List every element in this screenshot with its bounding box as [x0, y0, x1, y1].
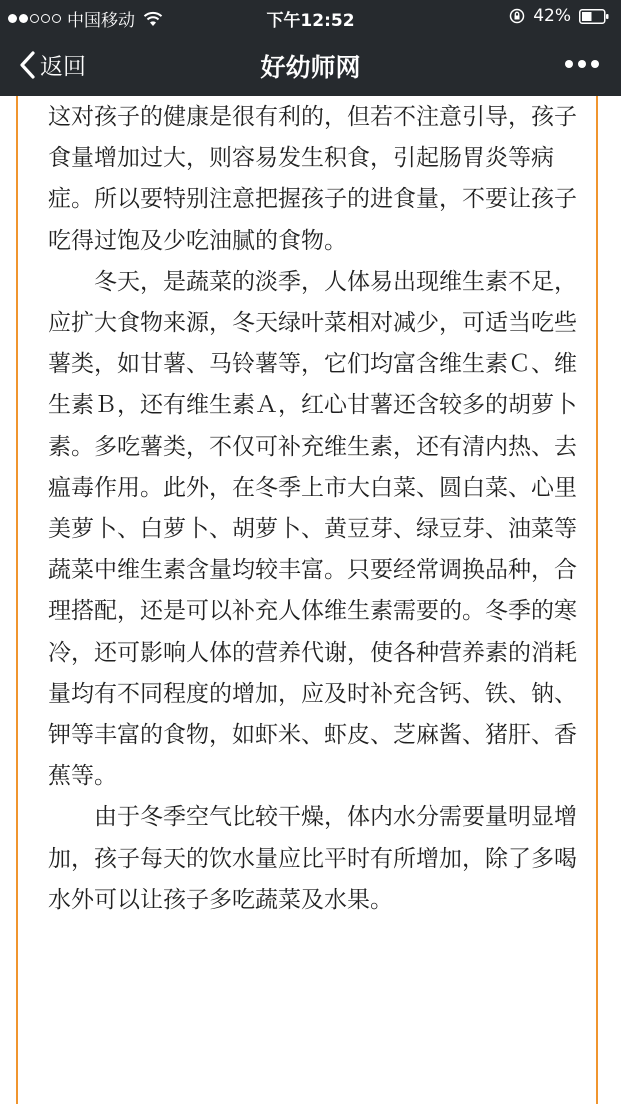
carrier-name: 中国移动	[67, 11, 135, 31]
article-line: 冬天，是蔬菜的淡季，人体易出现维生素不	[94, 268, 531, 295]
article-line: 还含较多的胡萝卜素。多吃薯类，不仅可补充维	[48, 392, 577, 460]
article-content[interactable]	[0, 96, 621, 1104]
status-bar	[0, 0, 621, 34]
navigation-bar	[0, 34, 621, 96]
article-line: 显增加，孩子每天的饮水量应比平时有所增加，	[48, 804, 577, 872]
article-line: 孩子食量增加过大，则容易发生积食，引起肠胃	[48, 104, 577, 172]
article-line: 均有不同程度的增加，应及时补充含钙、铁、	[71, 680, 531, 707]
more-dot-icon	[578, 60, 586, 68]
more-dot-icon	[591, 60, 599, 68]
article-line: 这对孩子的健康是很有利的，但若不注意引导，	[48, 104, 531, 130]
article-paragraph	[48, 97, 578, 262]
article-line: 除了多喝水外可以让孩子多吃蔬菜及水果。	[48, 845, 577, 913]
article-line: 由于冬季空气比较干燥，体内水分需要量明	[94, 804, 531, 831]
article-line: 可影响人体的营养代谢，使各种营养素的消耗量	[48, 639, 577, 707]
back-label: 返回	[40, 54, 86, 80]
article-line: 上市大白菜、圆白菜、心里美萝卜、白萝卜、胡	[48, 474, 577, 543]
article-line: 不要让孩子吃得过饱及少吃油腻的食物。	[48, 186, 577, 254]
orientation-lock-icon	[509, 8, 525, 24]
article-line: 足，应扩大食物来源，冬天绿叶菜相对减少，可	[48, 268, 577, 337]
article-line: 炎等病症。所以要特别注意把握孩子的进食量，	[48, 145, 554, 213]
battery-percent: 42%	[533, 6, 571, 26]
article-line: 钠、钾等丰富的食物，如虾米、虾皮、芝麻酱、	[48, 680, 577, 749]
article-line: 量均较丰富。只要经常调换品种，合理搭配，还	[48, 557, 577, 625]
article-paragraph	[48, 262, 578, 798]
status-time: 下午12:52	[266, 11, 355, 31]
article-body	[48, 97, 578, 921]
page-title: 好幼师网	[260, 53, 361, 82]
more-options-button[interactable]	[565, 60, 599, 68]
article-paragraph	[48, 797, 578, 921]
article-line: 生素，还有清内热、去瘟毒作用。此外，在冬季	[48, 433, 577, 501]
status-right	[509, 6, 609, 26]
article-line: 是可以补充人体维生素需要的。冬季的寒冷，还	[48, 598, 577, 666]
article-line: 适当吃些薯类，如甘薯、马铃薯等，它们均富含	[48, 310, 577, 378]
article-line: 萝卜、黄豆芽、绿豆芽、油菜等蔬菜中维生素含	[48, 516, 577, 584]
battery-icon	[579, 9, 609, 24]
article-line: 猪肝、香蕉等。	[48, 722, 577, 790]
article-line: 维生素Ｃ、维生素Ｂ，还有维生素Ａ，红心甘薯	[48, 351, 577, 419]
more-dot-icon	[565, 60, 573, 68]
